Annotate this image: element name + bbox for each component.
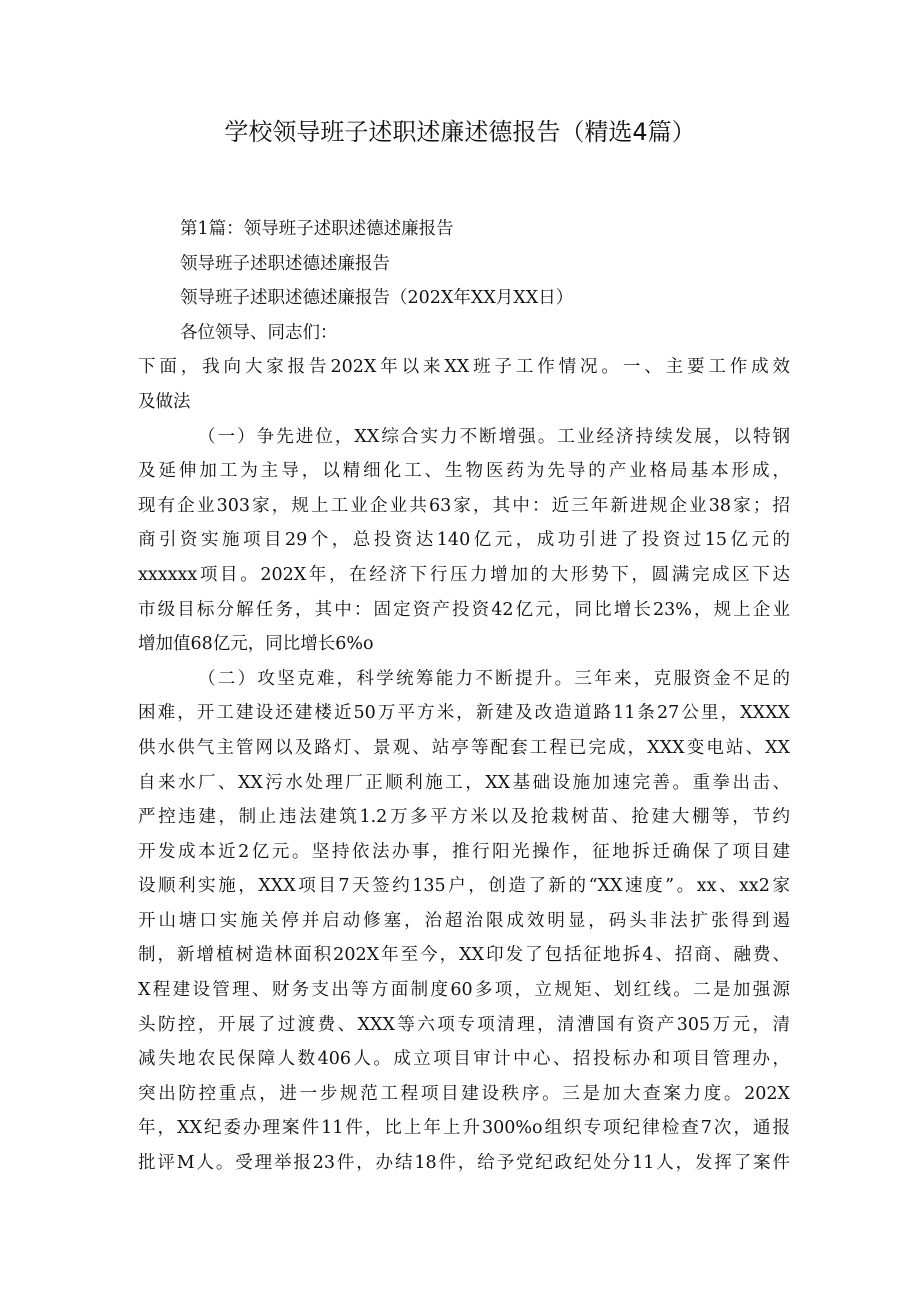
paragraph-line: 现有企业303家，规上工业企业共63家，其中：近三年新进规企业38家；招 — [138, 495, 790, 516]
paragraph-line: 供水供气主管网以及路灯、景观、站亭等配套工程已完成，XXX变电站、XX — [138, 737, 790, 758]
paragraph-line: 自来水厂、XX污水处理厂正顺利施工，XX基础设施加速完善。重拳出击、 — [138, 772, 790, 793]
paragraph-line: 批评M人。受理举报23件，办结18件，给予党纪政纪处分11人，发挥了案件 — [138, 1153, 790, 1174]
paragraph-line: 及延伸加工为主导，以精细化工、生物医药为先导的产业格局基本形成， — [138, 461, 790, 482]
paragraph-line: 困难，开工建设还建楼近50万平方米，新建及改造道路11条27公里，XXXX — [138, 703, 790, 724]
paragraph-line: 开山塘口实施关停并启动修塞，治超治限成效明显，码头非法扩张得到遏 — [138, 910, 790, 931]
paragraph-line: 市级目标分解任务，其中：固定资产投资42亿元，同比增长23%，规上企业 — [138, 599, 790, 620]
paragraph-line: 减失地农民保障人数406人。成立项目审计中心、招投标办和项目管理办， — [138, 1049, 790, 1070]
paragraph-line: 开发成本近2亿元。坚持依法办事，推行阳光操作，征地拆迁确保了项目建 — [138, 841, 790, 862]
paragraph-line: 下面，我向大家报告202X年以来XX班子工作情况。一、主要工作成效 — [138, 357, 790, 378]
paragraph-line: xxxxxx项目。202X年，在经济下行压力增加的大形势下，圆满完成区下达 — [138, 564, 790, 585]
paragraph-line: X程建设管理、财务支出等方面制度60多项，立规矩、划红线。二是加强源 — [138, 980, 790, 1001]
paragraph-line: 领导班子述职述德述廉报告（202X年XX月XX日） — [180, 288, 574, 309]
paragraph-line: （二）攻坚克难，科学统筹能力不断提升。三年来，克服资金不足的 — [198, 668, 790, 689]
paragraph-line: 头防控，开展了过渡费、XXX等六项专项清理，清漕国有资产305万元，清 — [138, 1014, 790, 1035]
document-title: 学校领导班子述职述廉述德报告（精选4篇） — [224, 118, 696, 146]
paragraph-line: 增加值68亿元，同比增长6%o — [138, 634, 374, 655]
section-heading: 第1篇：领导班子述职述德述廉报告 — [180, 219, 454, 239]
paragraph-line: 商引资实施项目29个，总投资达140亿元，成功引进了投资过15亿元的 — [138, 530, 790, 551]
salutation: 各位领导、同志们： — [180, 322, 338, 343]
paragraph-line: 年，XX纪委办理案件11件，比上年上升300%o组织专项纪律检查7次，通报 — [138, 1118, 790, 1139]
paragraph-line: 严控违建，制止违法建筑1.2万多平方米以及抢栽树苗、抢建大棚等，节约 — [138, 807, 790, 828]
paragraph-line: 及做法 — [138, 391, 191, 412]
paragraph-line: （一）争先进位，XX综合实力不断增强。工业经济持续发展，以特钢 — [198, 426, 790, 447]
paragraph-line: 设顺利实施，XXX项目7天签约135户，创造了新的“XX速度”。xx、xx2家 — [138, 876, 790, 897]
paragraph-line: 制，新增植树造林面积202X年至今，XX印发了包括征地拆4、招商、融费、 — [138, 945, 790, 966]
paragraph-line: 领导班子述职述德述廉报告 — [180, 253, 390, 274]
document-body — [138, 212, 790, 1181]
paragraph-line: 突出防控重点，进一步规范工程项目建设秩序。三是加大查案力度。202X — [138, 1083, 790, 1104]
